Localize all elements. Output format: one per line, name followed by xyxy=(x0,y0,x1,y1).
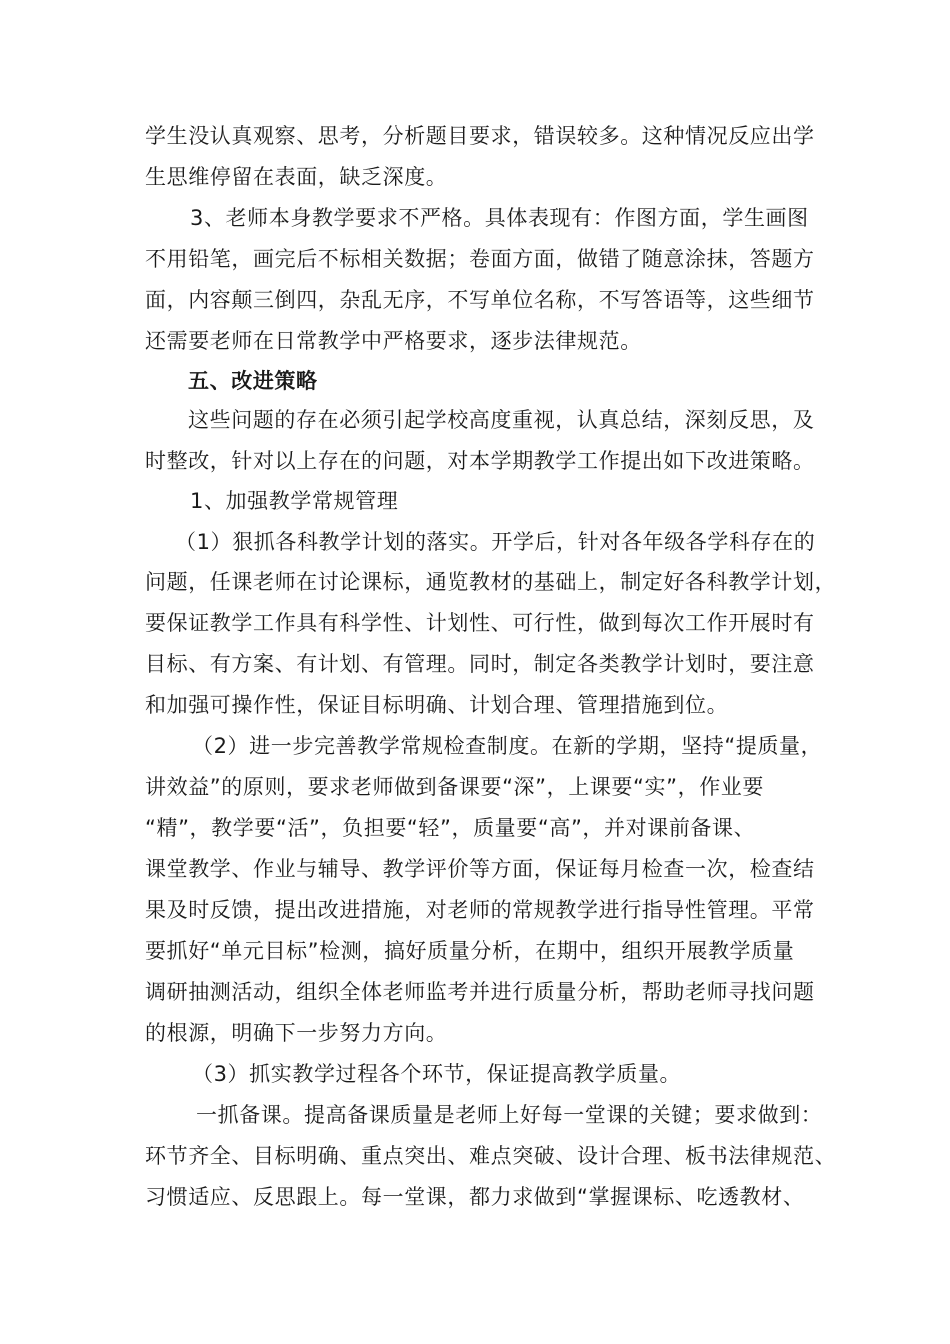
paragraph-line: 果及时反馈，提出改进措施，对老师的常规教学进行指导性管理。平常 xyxy=(145,898,815,922)
paragraph-line: 和加强可操作性，保证目标明确、计划合理、管理措施到位。 xyxy=(145,693,729,717)
paragraph-line: 时整改，针对以上存在的问题，对本学期教学工作提出如下改进策略。 xyxy=(145,449,815,473)
paragraph-line: 习惯适应、反思跟上。每一堂课，都力求做到“掌握课标、吃透教材、 xyxy=(145,1185,805,1209)
paragraph-line: 3、老师本身教学要求不严格。具体表现有：作图方面，学生画图 xyxy=(190,206,809,230)
paragraph-line: “精”，教学要“活”，负担要“轻”，质量要“高”，并对课前备课、 xyxy=(145,816,756,840)
paragraph-line: 讲效益”的原则，要求老师做到备课要“深”，上课要“实”，作业要 xyxy=(145,775,764,799)
paragraph-line: 还需要老师在日常教学中严格要求，逐步法律规范。 xyxy=(145,329,642,353)
paragraph-line: 的根源，明确下一步努力方向。 xyxy=(145,1021,448,1045)
paragraph-line: 不用铅笔，画完后不标相关数据；卷面方面，做错了随意涂抹，答题方 xyxy=(145,247,815,271)
paragraph-line: 一抓备课。提高备课质量是老师上好每一堂课的关键；要求做到： xyxy=(196,1103,823,1127)
paragraph-line: 课堂教学、作业与辅导、教学评价等方面，保证每月检查一次，检查结 xyxy=(145,857,815,881)
paragraph-line: （2）进一步完善教学常规检查制度。在新的学期，坚持“提质量， xyxy=(192,734,823,758)
paragraph-line: （1）狠抓各科教学计划的落实。开学后，针对各年级各学科存在的 xyxy=(175,530,816,554)
paragraph-line: 生思维停留在表面，缺乏深度。 xyxy=(145,165,448,189)
paragraph-line: 面，内容颠三倒四，杂乱无序，不写单位名称，不写答语等，这些细节 xyxy=(145,288,815,312)
paragraph-line: 调研抽测活动，组织全体老师监考并进行质量分析，帮助老师寻找问题 xyxy=(145,980,815,1004)
paragraph-line: 问题，任课老师在讨论课标，通览教材的基础上，制定好各科教学计划， xyxy=(145,570,837,594)
paragraph-line: （3）抓实教学过程各个环节，保证提高教学质量。 xyxy=(192,1062,682,1086)
section-heading: 五、改进策略 xyxy=(188,369,318,393)
paragraph-line: 要抓好“单元目标”检测，搞好质量分析，在期中，组织开展教学质量 xyxy=(145,939,795,963)
paragraph-line: 学生没认真观察、思考，分析题目要求，错误较多。这种情况反应出学 xyxy=(145,124,815,148)
paragraph-line: 要保证教学工作具有科学性、计划性、可行性，做到每次工作开展时有 xyxy=(145,611,815,635)
subheading: 1、加强教学常规管理 xyxy=(190,489,399,513)
paragraph-line: 这些问题的存在必须引起学校高度重视，认真总结，深刻反思，及 xyxy=(188,408,815,432)
paragraph-line: 目标、有方案、有计划、有管理。同时，制定各类教学计划时，要注意 xyxy=(145,652,815,676)
paragraph-line: 环节齐全、目标明确、重点突出、难点突破、设计合理、板书法律规范、 xyxy=(145,1144,837,1168)
